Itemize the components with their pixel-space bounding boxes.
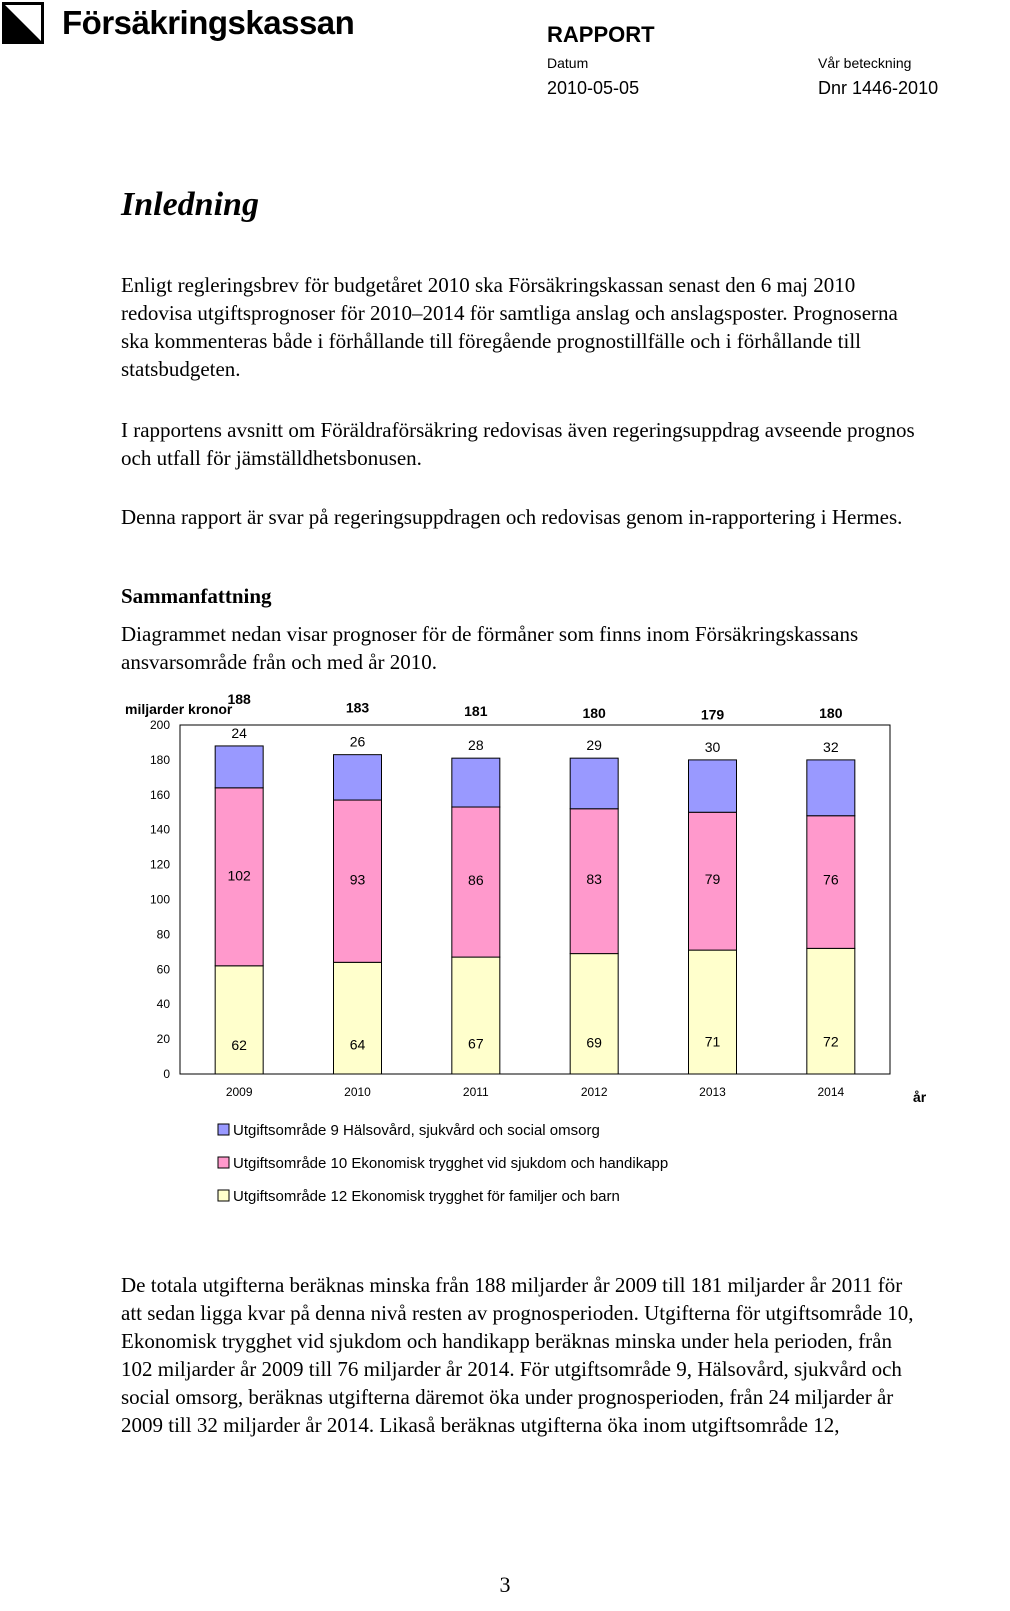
total-label: 183 — [345, 699, 370, 716]
total-label: 179 — [700, 706, 725, 723]
reference-label: Vår beteckning — [818, 55, 912, 71]
expenditure-chart — [0, 690, 960, 1240]
page-number: 3 — [499, 1572, 511, 1597]
data-label: 30 — [704, 738, 721, 755]
bar-segment-2011-series-0 — [452, 957, 500, 1074]
y-axis-label: miljarder kronor — [125, 701, 233, 717]
bar-segment-2009-series-2 — [215, 746, 263, 788]
analysis-paragraph: De totala utgifterna beräknas minska från 188 miljarder år 2009 till 181 miljarder år 2011 för att sedan ligga kvar på denna nivå resten av prognosperioden. Utgifterna för utgiftsområde 10, Ekonomisk trygghet vid sjukdom och handikapp beräknas minska under hela perioden, från 102 miljarder år 2009 till 76 miljarder år 2014. För utgiftsområde 9, Hälsovård, sjukvård och social omsorg, beräknas utgifterna däremot öka under prognosperioden, från 24 miljarder år 2009 till 32 miljarder år 2014. Likaså beräknas utgifterna öka inom utgiftsområde 12, — [121, 1273, 914, 1437]
y-tick-label: 100 — [149, 892, 170, 907]
bar-segment-2012-series-0 — [570, 954, 618, 1074]
plot-area-frame — [180, 725, 890, 1074]
bar-segment-2009-series-0 — [215, 966, 263, 1074]
data-label: 28 — [468, 737, 484, 754]
y-tick-label: 60 — [156, 962, 170, 977]
data-label: 26 — [349, 733, 366, 750]
data-label: 102 — [227, 867, 251, 884]
y-tick-label: 80 — [156, 927, 170, 942]
legend-swatch-0 — [218, 1190, 229, 1201]
data-label: 76 — [823, 871, 839, 888]
report-type: RAPPORT — [547, 22, 655, 47]
bar-segment-2013-series-0 — [689, 950, 737, 1074]
y-tick-label: 200 — [149, 718, 170, 732]
organization-logo — [2, 2, 382, 52]
total-label: 181 — [464, 703, 488, 720]
x-axis-label: år — [913, 1089, 927, 1105]
total-label: 180 — [582, 704, 606, 721]
y-tick-label: 180 — [149, 752, 170, 767]
data-label: 67 — [468, 1035, 484, 1052]
data-label: 64 — [349, 1036, 366, 1053]
data-label: 69 — [586, 1034, 602, 1051]
summary-heading: Sammanfattning — [121, 584, 272, 608]
y-tick-label: 40 — [156, 997, 170, 1012]
intro-paragraph-2: I rapportens avsnitt om Föräldraförsäkring redovisas även regeringsuppdrag avseende prognos och utfall för jämställdhetsbonusen. — [121, 418, 915, 470]
total-label: 180 — [819, 704, 843, 721]
page-title: Inledning — [121, 186, 259, 223]
intro-paragraph-1: Enligt regleringsbrev för budgetåret 2010 ska Försäkringskassan senast den 6 maj 2010 redovisa utgiftsprognoser för 2010–2014 för samtliga anslag och anslagsposter. Prognoserna ska kommenteras både i förhållande till föregående prognostillfälle och i förhållande till statsbudgeten. — [121, 273, 898, 381]
summary-intro: Diagrammet nedan visar prognoser för de förmåner som finns inom Försäkringskassans ansvarsområde från och med år 2010. — [121, 622, 859, 674]
legend-label-2: Utgiftsområde 9 Hälsovård, sjukvård och social omsorg — [233, 1122, 600, 1139]
bar-segment-2011-series-2 — [452, 758, 500, 807]
y-tick-label: 140 — [149, 822, 170, 837]
bar-segment-2014-series-2 — [807, 760, 855, 816]
data-label: 24 — [231, 724, 247, 741]
data-label: 29 — [586, 737, 602, 754]
y-tick-label: 120 — [149, 857, 170, 872]
y-tick-label: 0 — [163, 1067, 170, 1081]
date-value: 2010-05-05 — [547, 78, 640, 98]
bar-segment-2010-series-2 — [334, 755, 382, 800]
x-tick-label: 2011 — [462, 1085, 489, 1099]
bar-segment-2010-series-0 — [334, 962, 382, 1074]
x-tick-label: 2013 — [699, 1085, 726, 1099]
data-label: 72 — [823, 1033, 839, 1050]
legend-swatch-2 — [218, 1124, 229, 1135]
y-tick-label: 20 — [156, 1032, 170, 1047]
x-tick-label: 2012 — [580, 1085, 608, 1099]
reference-value: Dnr 1446-2010 — [818, 78, 939, 98]
bar-segment-2013-series-2 — [689, 760, 737, 812]
bar-segment-2012-series-2 — [570, 758, 618, 809]
data-label: 79 — [704, 870, 721, 887]
y-tick-label: 160 — [149, 787, 170, 802]
data-label: 86 — [468, 872, 484, 889]
x-tick-label: 2014 — [817, 1085, 845, 1099]
legend-swatch-1 — [218, 1157, 229, 1168]
intro-paragraph-3: Denna rapport är svar på regeringsuppdragen och redovisas genom in-rapportering i Hermes. — [121, 505, 903, 529]
total-label: 188 — [227, 690, 251, 707]
date-label: Datum — [547, 55, 589, 71]
x-tick-label: 2009 — [225, 1085, 253, 1099]
x-tick-label: 2010 — [344, 1085, 371, 1099]
bar-segment-2014-series-0 — [807, 948, 855, 1074]
legend-label-1: Utgiftsområde 10 Ekonomisk trygghet vid sjukdom och handikapp — [233, 1155, 669, 1172]
data-label: 71 — [704, 1033, 721, 1050]
data-label: 32 — [823, 738, 839, 755]
organization-name: Försäkringskassan — [62, 4, 355, 41]
data-label: 83 — [586, 871, 602, 888]
legend-label-0: Utgiftsområde 12 Ekonomisk trygghet för familjer och barn — [233, 1188, 620, 1205]
data-label: 62 — [231, 1037, 247, 1054]
logo-mark-icon — [2, 2, 44, 44]
data-label: 93 — [349, 871, 366, 888]
